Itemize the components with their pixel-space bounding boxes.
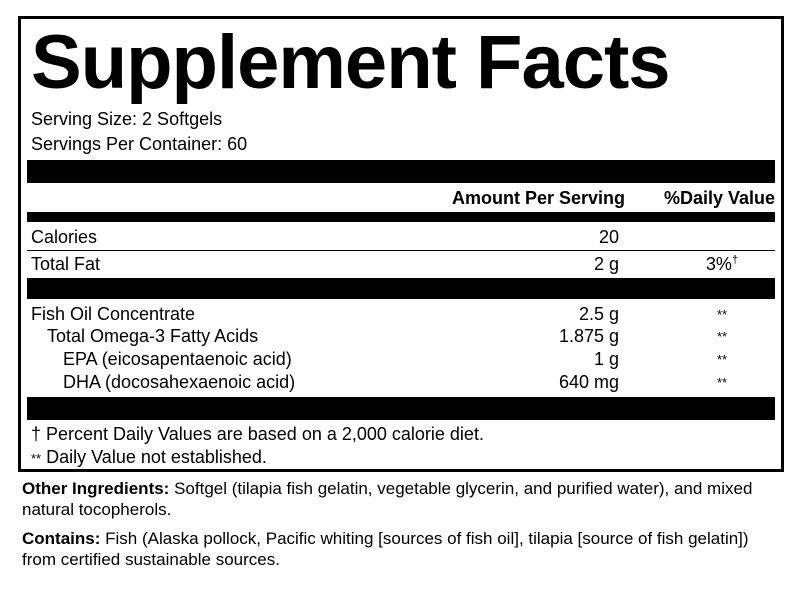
nutrient-name: Calories [31,227,98,247]
nutrient-amount: 1 g [593,349,619,369]
contains-label: Contains: [22,529,101,548]
thick-divider [27,160,775,183]
nutrient-name: Fish Oil Concentrate [31,304,196,324]
nutrient-row [27,371,775,394]
nutrient-name: Total Omega-3 Fatty Acids [47,326,259,346]
nutrient-dv-value: 3% [705,254,732,274]
thick-divider [27,397,775,420]
nutrient-row [27,226,775,249]
medium-divider [27,212,775,222]
header-daily-value: %Daily Value [663,188,775,208]
supplement-facts-panel [18,16,784,472]
other-ingredients [22,478,782,520]
stars-mark: ** [31,451,42,466]
panel-title: Supplement Facts [31,20,670,105]
nutrient-name: Total Fat [31,254,101,274]
nutrient-row [27,325,775,348]
footnote-dagger: † Percent Daily Values are based on a 2,000 calorie diet. [31,424,484,444]
dagger-mark: † [731,254,739,266]
nutrient-dv: ** [716,307,728,322]
nutrient-dv [697,253,747,276]
nutrient-dv: ** [716,375,728,390]
other-ingredients-label: Other Ingredients: [22,479,170,498]
nutrient-name: DHA (docosahexaenoic acid) [63,372,296,392]
nutrient-name: EPA (eicosapentaenoic acid) [63,349,292,369]
nutrient-dv: ** [716,352,728,367]
header-amount-per-serving: Amount Per Serving [451,188,625,208]
other-ingredients-text: Softgel (tilapia fish gelatin, vegetable glycerin, and purified water), and mixed natural tocopherols. [22,479,753,519]
nutrient-amount: 2.5 g [578,304,619,324]
nutrient-amount: 20 [598,227,619,247]
nutrient-row [27,253,775,276]
nutrient-amount: 1.875 g [558,326,619,346]
footnote-not-established [31,446,267,470]
allergen-contains [22,528,782,570]
nutrient-dv: ** [716,329,728,344]
footnote-stars-text: Daily Value not established. [41,447,267,467]
thick-divider [27,278,775,299]
serving-size: Serving Size: 2 Softgels [31,109,223,129]
nutrient-row [27,348,775,371]
nutrient-row [27,303,775,326]
nutrient-amount: 2 g [593,254,619,274]
thin-divider [27,250,775,251]
servings-per-container: Servings Per Container: 60 [31,134,248,154]
contains-text: Fish (Alaska pollock, Pacific whiting [sources of fish oil], tilapia [source of fish gelatin]) from certified sustainable sources. [22,529,749,569]
nutrient-amount: 640 mg [558,372,619,392]
